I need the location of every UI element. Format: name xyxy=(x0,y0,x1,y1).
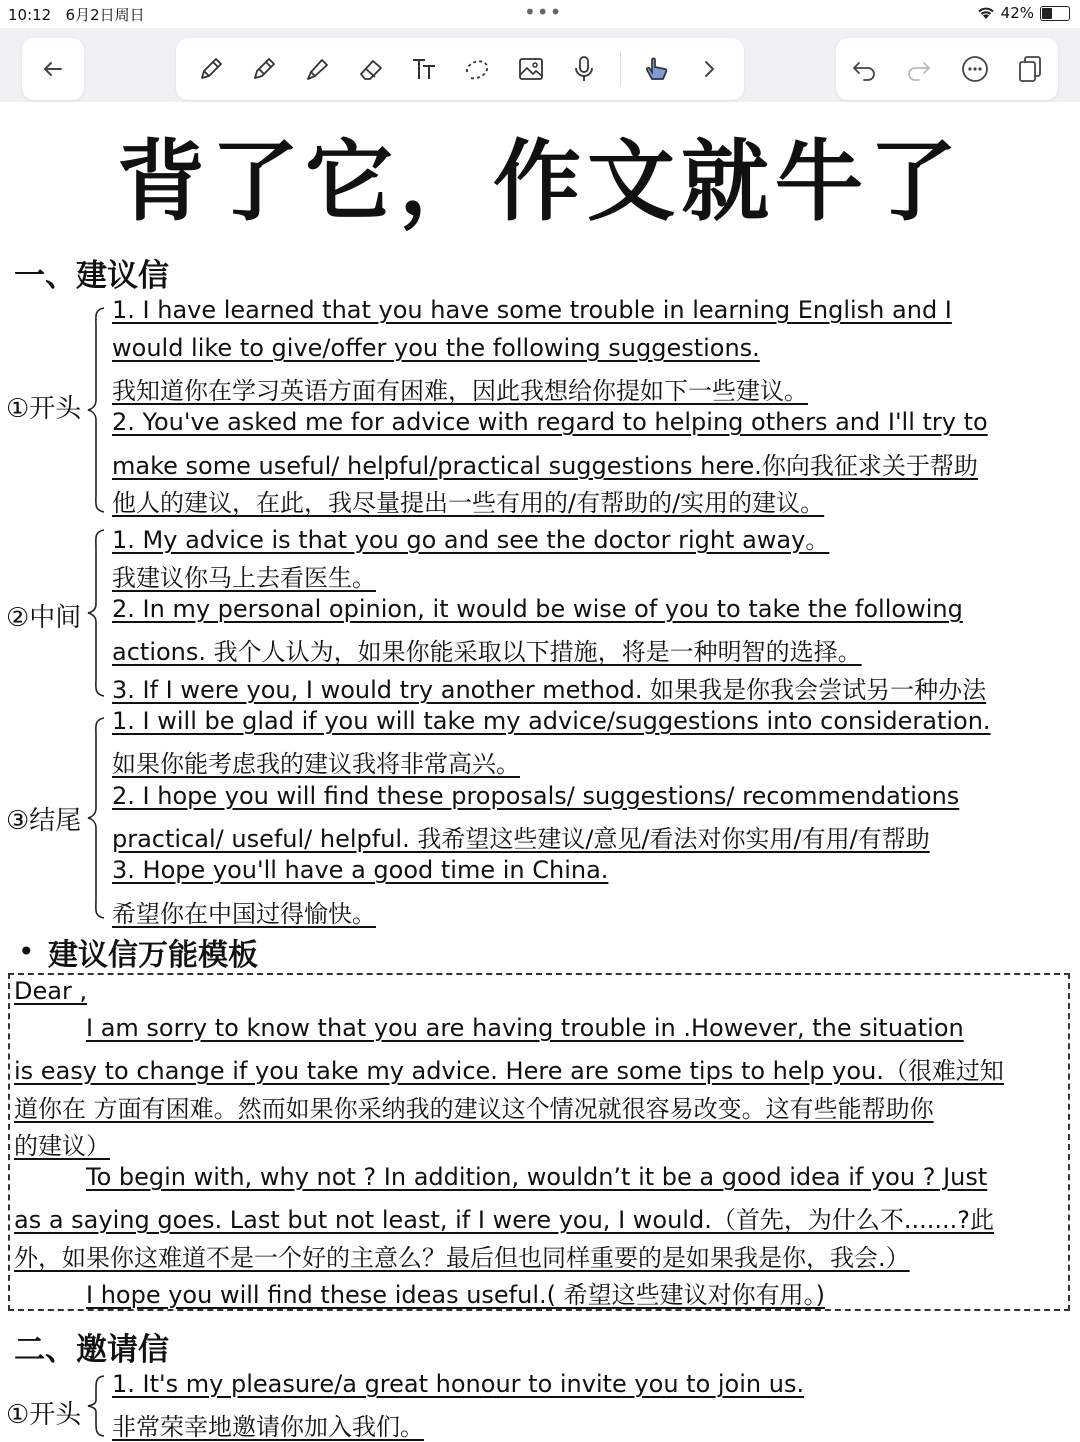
touch-icon xyxy=(641,54,671,84)
pages-icon xyxy=(1015,54,1045,84)
invite-line-1: 1. It's my pleasure/a great honour to invite you to join us. xyxy=(112,1370,805,1398)
status-right xyxy=(977,4,1070,22)
image-tool-button[interactable] xyxy=(513,51,549,87)
template-line-5: 的建议） xyxy=(14,1132,110,1160)
middle-brace xyxy=(86,528,108,698)
template-line-9: I hope you will find these ideas useful.( 希望这些建议对你有用。) xyxy=(86,1281,825,1309)
drawing-tools xyxy=(176,38,744,100)
touch-mode-button[interactable] xyxy=(638,51,674,87)
ending-line-5: 3. Hope you'll have a good time in China. xyxy=(112,856,609,884)
middle-line-5: 3. If I were you, I would try another method. 如果我是你我会尝试另一种办法 xyxy=(112,676,987,704)
pen-icon xyxy=(196,54,226,84)
eraser-tool-button[interactable] xyxy=(353,51,389,87)
template-line-4: 道你在 方面有困难。然而如果你采纳我的建议这个情况就很容易改变。这有些能帮助你 xyxy=(14,1095,934,1123)
section1-heading: 一、建议信 xyxy=(14,258,169,294)
template-line-6: To begin with, why not ? In addition, wouldn’t it be a good idea if you ? Just xyxy=(86,1163,988,1191)
middle-label: ②中间 xyxy=(6,603,82,633)
redo-button[interactable] xyxy=(901,51,937,87)
section2-heading: 二、邀请信 xyxy=(14,1332,169,1368)
pencil-tool-button[interactable] xyxy=(246,51,282,87)
ending-line-4: practical/ useful/ helpful. 我希望这些建议/意见/看法对你实用/有用/有帮助 xyxy=(112,825,930,853)
status-bar xyxy=(0,0,1080,28)
lasso-tool-button[interactable] xyxy=(459,51,495,87)
template-bullet: • xyxy=(18,935,35,968)
page-title: 背了它，作文就牛了 xyxy=(116,130,963,233)
opening-line-1: 1. I have learned that you have some trouble in learning English and I xyxy=(112,296,952,324)
template-heading: 建议信万能模板 xyxy=(48,938,258,973)
template-line-7: as a saying goes. Last but not least, if I were you, I would.（首先，为什么不.......?此 xyxy=(14,1206,994,1234)
multitask-dots-icon[interactable]: ••• xyxy=(524,0,563,24)
document-actions xyxy=(836,38,1058,100)
opening-line-3: 我知道你在学习英语方面有困难，因此我想给你提如下一些建议。 xyxy=(112,377,808,405)
middle-line-4: actions. 我个人认为，如果你能采取以下措施，将是一种明智的选择。 xyxy=(112,638,862,666)
text-tool-button[interactable] xyxy=(406,51,442,87)
undo-icon xyxy=(849,54,879,84)
chevron-right-icon xyxy=(694,54,724,84)
ending-brace xyxy=(86,716,108,920)
pencil-icon xyxy=(249,54,279,84)
undo-button[interactable] xyxy=(846,51,882,87)
middle-line-1: 1. My advice is that you go and see the doctor right away。 xyxy=(112,526,830,554)
back-button[interactable] xyxy=(22,38,84,100)
pages-button[interactable] xyxy=(1012,51,1048,87)
opening-brace xyxy=(86,306,108,514)
status-time: 10:12 6月2日周日 xyxy=(8,6,145,24)
toolbar-divider xyxy=(620,52,621,86)
microphone-tool-button[interactable] xyxy=(566,51,602,87)
invite-opening-label: ①开头 xyxy=(6,1400,82,1430)
ending-line-6: 希望你在中国过得愉快。 xyxy=(112,900,376,928)
ending-line-3: 2. I hope you will find these proposals/ suggestions/ recommendations xyxy=(112,782,960,810)
image-icon xyxy=(516,54,546,84)
ending-line-2: 如果你能考虑我的建议我将非常高兴。 xyxy=(112,750,520,778)
ending-label: ③结尾 xyxy=(6,806,82,836)
more-icon xyxy=(960,54,990,84)
middle-line-3: 2. In my personal opinion, it would be wise of you to take the following xyxy=(112,595,963,623)
redo-icon xyxy=(904,54,934,84)
eraser-icon xyxy=(356,54,386,84)
battery-percent: 42% xyxy=(1000,4,1034,22)
battery-icon xyxy=(1040,6,1070,21)
wifi-icon xyxy=(977,6,995,20)
middle-line-2: 我建议你马上去看医生。 xyxy=(112,564,376,592)
back-arrow-icon xyxy=(39,55,67,83)
opening-line-6: 他人的建议，在此，我尽量提出一些有用的/有帮助的/实用的建议。 xyxy=(112,489,825,517)
text-icon xyxy=(409,54,439,84)
lasso-icon xyxy=(462,54,492,84)
template-line-8: 外，如果你这难道不是一个好的主意么？最后但也同样重要的是如果我是你，我会.） xyxy=(14,1244,910,1272)
invite-opening-brace xyxy=(86,1374,108,1438)
opening-line-4: 2. You've asked me for advice with regard to helping others and I'll try to xyxy=(112,408,988,436)
ending-line-1: 1. I will be glad if you will take my advice/suggestions into consideration. xyxy=(112,707,991,735)
highlighter-tool-button[interactable] xyxy=(299,51,335,87)
template-line-2: I am sorry to know that you are having trouble in .However, the situation xyxy=(86,1014,964,1042)
more-options-button[interactable] xyxy=(957,51,993,87)
pen-tool-button[interactable] xyxy=(193,51,229,87)
highlighter-icon xyxy=(302,54,332,84)
more-tools-button[interactable] xyxy=(691,51,727,87)
opening-label: ①开头 xyxy=(6,394,82,424)
invite-line-2: 非常荣幸地邀请你加入我们。 xyxy=(112,1413,424,1441)
opening-line-5: make some useful/ helpful/practical suggestions here.你向我征求关于帮助 xyxy=(112,452,978,480)
mic-icon xyxy=(569,54,599,84)
template-line-1: Dear , xyxy=(14,977,88,1005)
template-line-3: is easy to change if you take my advice. Here are some tips to help you.（很难过知 xyxy=(14,1057,1004,1085)
opening-line-2: would like to give/offer you the following suggestions. xyxy=(112,334,760,362)
